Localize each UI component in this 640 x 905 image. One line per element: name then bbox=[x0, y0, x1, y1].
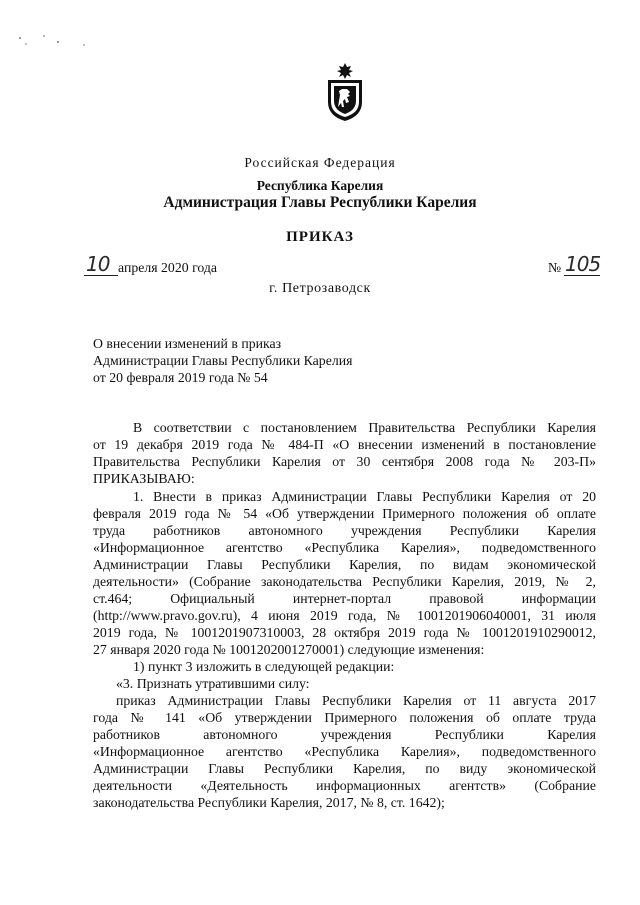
city: г. Петрозаводск bbox=[269, 281, 371, 296]
handwritten-number: 105 bbox=[565, 252, 601, 276]
body-line: февраля 2019 года № 54 «Об утверждении Примерного положения об оплате bbox=[93, 506, 596, 521]
number-underline bbox=[564, 275, 600, 276]
body-line: приказ Администрации Главы Республики Карелия от 11 августа 2017 bbox=[116, 693, 596, 708]
administration-title: Администрация Главы Республики Карелия bbox=[163, 194, 477, 211]
body-line: деятельности «Деятельность информационных агентств» (Собрание bbox=[93, 778, 596, 793]
body-line: Администрации Главы Республики Карелия, по виду экономической bbox=[93, 761, 596, 776]
federation-title: Российская Федерация bbox=[244, 155, 396, 170]
number-sign: № bbox=[548, 260, 562, 275]
handwritten-day: 10 bbox=[86, 252, 110, 276]
body-line: Правительства Республики Карелия от 30 сентября 2008 года № 203-П» bbox=[93, 454, 596, 469]
body-line: 1) пункт 3 изложить в следующей редакции: bbox=[133, 659, 395, 674]
body-line: «3. Признать утратившими силу: bbox=[116, 676, 310, 691]
body-line: (http://www.pravo.gov.ru), 4 июня 2019 года, № 1001201906040001, 31 июля bbox=[93, 608, 596, 623]
body-line: 1. Внести в приказ Администрации Главы Республики Карелия от 20 bbox=[133, 489, 596, 504]
date-text: апреля 2020 года bbox=[118, 260, 218, 275]
coat-of-arms-icon bbox=[325, 62, 365, 122]
body-line: законодательства Республики Карелия, 2017, № 8, ст. 1642); bbox=[93, 795, 445, 810]
body-line: 27 января 2020 года № 1001202001270001) следующие изменения: bbox=[93, 642, 485, 657]
topic-line: О внесении изменений в приказ bbox=[93, 336, 282, 351]
body-line: ст.464; Официальный интернет-портал правовой информации bbox=[93, 591, 596, 606]
body-line: 2019 года, № 1001201907310003, 28 октября 2019 года № 1001201910290012, bbox=[93, 625, 596, 640]
republic-title: Республика Карелия bbox=[256, 178, 384, 193]
body-line: работников автономного учреждения Республики Карелия bbox=[93, 727, 596, 742]
body-line: ПРИКАЗЫВАЮ: bbox=[93, 471, 195, 486]
body-line: В соответствии с постановлением Правительства Республики Карелия bbox=[133, 420, 596, 435]
body-line: труда работников автономного учреждения Республики Карелия bbox=[93, 523, 596, 538]
day-underline bbox=[84, 275, 118, 276]
scan-specks bbox=[14, 30, 94, 55]
body-line: от 19 декабря 2019 года № 484-П «О внесении изменений в постановление bbox=[93, 437, 596, 452]
body-line: «Информационное агентство «Республика Карелия», подведомственного bbox=[93, 540, 596, 555]
doc-number bbox=[548, 252, 608, 282]
body-line: деятельности» (Собрание законодательства Республики Карелия, 2019, № 2, bbox=[93, 574, 596, 589]
doc-type: ПРИКАЗ bbox=[286, 229, 354, 245]
topic-line: от 20 февраля 2019 года № 54 bbox=[93, 370, 268, 385]
body-line: «Информационное агентство «Республика Карелия», подведомственного bbox=[93, 744, 596, 759]
body-line: года № 141 «Об утверждении Примерного положения об оплате труда bbox=[93, 710, 596, 725]
topic-line: Администрации Главы Республики Карелия bbox=[93, 353, 353, 368]
body-line: Администрации Главы Республики Карелия, по видам экономической bbox=[93, 557, 596, 572]
date-number-row bbox=[84, 252, 601, 282]
